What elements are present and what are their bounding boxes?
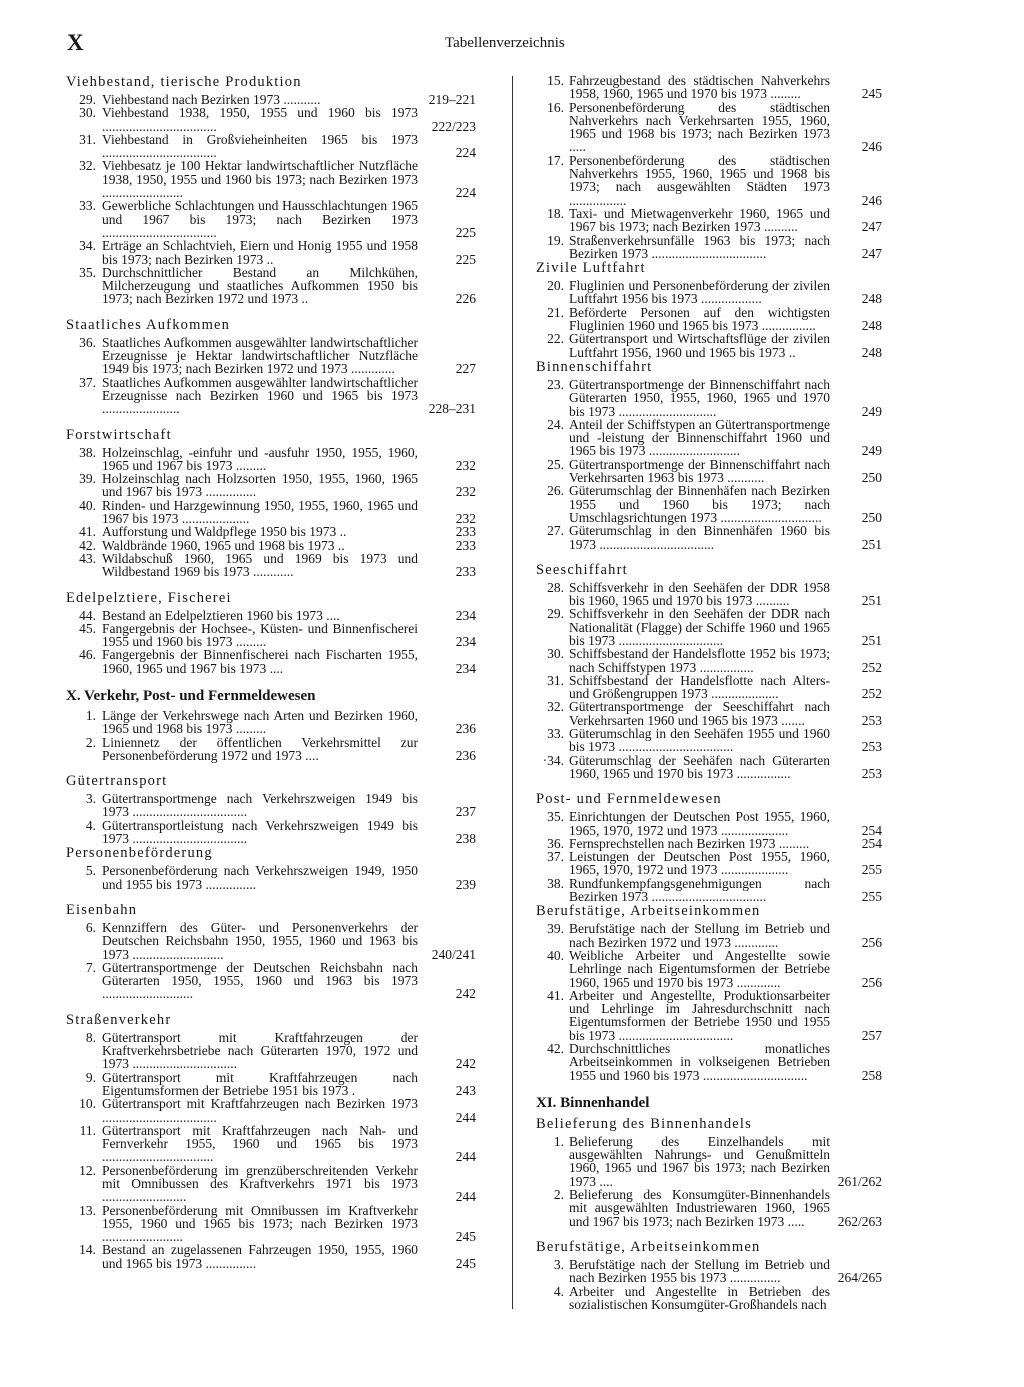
entry-page-number: 255	[861, 862, 882, 878]
entry-number: 14.	[79, 1242, 96, 1258]
section-heading-guetertransport: Gütertransport	[66, 773, 168, 790]
entry-page-number: 252	[861, 659, 882, 675]
entry-page-number: 244	[455, 1149, 476, 1165]
entry-title: Gütertransportmenge nach Verkehrszweigen 1949 bis 1973 ..................................	[102, 791, 418, 820]
toc-entry	[536, 332, 882, 359]
entry-number: 36.	[79, 334, 96, 350]
entry-number: 15.	[547, 73, 564, 88]
toc-entry	[66, 93, 476, 106]
entry-page-number: 222/223	[431, 118, 476, 134]
entry-title: Schiffsverkehr in den Seehäfen der DDR nach Nationalität (Flagge) der Schiffe 1960 und 1965 bis 1973 ...............................	[569, 606, 830, 648]
entry-number: 13.	[79, 1202, 96, 1218]
toc-entry	[66, 336, 476, 376]
entry-title: Güterumschlag der Binnenhäfen nach Bezirken 1955 und 1960 bis 1973; nach Umschlagsrichtungen 1973 ..............................	[569, 483, 830, 525]
entry-number: 4.	[553, 1283, 564, 1299]
entry-title: Durchschnittlicher Bestand an Milchkühen, Milcherzeugung und staatliches Aufkommen 1950 bis 1973; nach Bezirken 1972 und 1973 ..	[102, 264, 418, 307]
entry-page-number: 251	[861, 632, 882, 648]
entry-page-number: 227	[455, 361, 476, 377]
entry-number: 42.	[547, 1041, 564, 1056]
section-heading-seeschiffahrt: Seeschiffahrt	[536, 561, 628, 578]
entry-number: 29.	[547, 606, 564, 622]
toc-entry	[536, 581, 882, 608]
entry-page-number: 232	[455, 457, 476, 473]
entry-page-number: 226	[455, 291, 476, 307]
entry-number: 3.	[85, 791, 96, 807]
entry-title: Liniennetz der öffentlichen Verkehrsmittel zur Personenbeförderung 1972 und 1973 ....	[102, 734, 418, 763]
entry-number: 39.	[79, 471, 96, 487]
toc-entry	[66, 1097, 476, 1124]
entry-page-number: 228–231	[428, 401, 476, 417]
toc-entry	[66, 552, 476, 579]
toc-entry	[536, 418, 882, 458]
entry-page-number: 234	[455, 634, 476, 650]
toc-entry	[536, 101, 882, 154]
toc-entry	[66, 106, 476, 133]
entry-page-number: 242	[455, 986, 476, 1002]
entry-number: 30.	[547, 646, 564, 662]
entry-title: Weibliche Arbeiter und Angestellte sowie Lehrlinge nach Eigentumsformen der Betriebe 1960, 1965 und 1970 bis 1973 .............	[569, 947, 830, 990]
entry-title: Fernsprechstellen nach Bezirken 1973 .........	[569, 835, 810, 851]
entry-number: 24.	[547, 416, 564, 432]
toc-entry	[536, 1042, 882, 1082]
entry-page-number: 246	[861, 192, 882, 208]
toc-entry	[66, 239, 476, 266]
entry-page-number: 250	[861, 509, 882, 525]
section-heading-edelpelztiere-fischerei: Edelpelztiere, Fischerei	[66, 589, 232, 606]
toc-entry	[66, 921, 476, 961]
entry-number: 42.	[79, 537, 96, 553]
right-column	[536, 74, 882, 1311]
entry-number: 12.	[79, 1162, 96, 1178]
entry-page-number: 232	[455, 511, 476, 527]
entry-number: 44.	[79, 607, 96, 623]
entry-page-number: 239	[455, 876, 476, 892]
entry-title: Taxi- und Mietwagenverkehr 1960, 1965 und 1967 bis 1973; nach Bezirken 1973 ..........	[569, 205, 830, 235]
entry-page-number: 254	[861, 822, 882, 838]
entry-page-number: 233	[455, 564, 476, 580]
entry-title: Belieferung des Konsumgüter-Binnenhandels mit ausgewählten Industriewaren 1960, 1965 und 1967 bis 1973; nach Bezirken 1973 .....	[569, 1187, 830, 1229]
entry-title: Waldbrände 1960, 1965 und 1968 bis 1973 ..	[102, 537, 345, 553]
entry-page-number: 264/265	[837, 1270, 882, 1286]
entry-title: Schiffsbestand der Handelsflotte 1952 bis 1973; nach Schiffstypen 1973 ................	[569, 646, 830, 675]
toc-entry	[536, 524, 882, 551]
toc-entry	[66, 864, 476, 891]
entry-number: 34.	[79, 238, 96, 254]
toc-entry	[536, 74, 882, 101]
entry-page-number: 256	[861, 974, 882, 990]
toc-entry	[66, 1164, 476, 1204]
entry-page-number: 219–221	[428, 92, 476, 107]
toc-entry	[536, 810, 882, 837]
entry-page-number: 248	[861, 344, 882, 360]
entry-number: 37.	[547, 849, 564, 865]
toc-entry	[536, 1188, 882, 1228]
toc-entry	[536, 989, 882, 1042]
entry-number: 35.	[547, 809, 564, 825]
entry-number: 37.	[79, 374, 96, 390]
toc-entry	[66, 648, 476, 675]
entry-page-number: 236	[455, 747, 476, 763]
entry-title: Belieferung des Einzelhandels mit ausgewählten Nahrungs- und Genußmitteln 1960, 1965 und 1967 bis 1973; nach Bezirken 1973 ....	[569, 1133, 830, 1189]
entry-page-number: 245	[455, 1229, 476, 1245]
entry-number: 26.	[547, 483, 564, 499]
toc-entry	[536, 207, 882, 234]
entry-page-number: 244	[455, 1189, 476, 1205]
entry-number: 46.	[79, 647, 96, 663]
toc-entry	[66, 266, 476, 306]
section-heading-strassenverkehr: Straßenverkehr	[66, 1011, 172, 1028]
entry-number: 41.	[547, 987, 564, 1003]
entry-title: Gütertransportleistung nach Verkehrszweigen 1949 bis 1973 ..................................	[102, 817, 418, 847]
entry-page-number: 246	[861, 139, 882, 155]
entry-page-number: 233	[455, 537, 476, 553]
entry-page-number: 248	[861, 291, 882, 307]
entry-title: Durchschnittliches monatliches Arbeitseinkommen in volkseigenen Betrieben 1955 und 1960 bis 1973 ...............................	[569, 1041, 830, 1083]
entry-title: Güterumschlag der Seehäfen nach Güterarten 1960, 1965 und 1970 bis 1973 ................	[569, 752, 830, 781]
entry-number: 19.	[547, 232, 564, 248]
toc-entry	[66, 622, 476, 649]
entry-title: Rinden- und Harzgewinnung 1950, 1955, 1960, 1965 und 1967 bis 1973 ....................	[102, 497, 418, 527]
toc-entry	[66, 446, 476, 473]
section-heading-personenbefoerderung: Personenbeförderung	[66, 845, 213, 862]
entry-title: Rundfunkempfangsgenehmigungen nach Bezirken 1973 ..................................	[569, 875, 830, 905]
entry-page-number: 256	[861, 934, 882, 950]
entry-title: Viehbestand in Großvieheinheiten 1965 bis 1973 ..................................	[102, 131, 418, 161]
entry-number: 31.	[79, 131, 96, 147]
entry-page-number: 248	[861, 318, 882, 334]
entry-number: 2.	[553, 1187, 564, 1203]
entry-title: Gütertransportmenge der Binnenschiffahrt nach Güterarten 1950, 1955, 1960, 1965 und 1970 bis 1973 .............................	[569, 376, 830, 419]
entry-number: 4.	[85, 817, 96, 833]
toc-entry	[536, 154, 882, 207]
entry-title: Gütertransportmenge der Binnenschiffahrt nach Verkehrsarten 1963 bis 1973 ...........	[569, 456, 830, 486]
entry-page-number: 224	[455, 185, 476, 201]
entry-number: 6.	[85, 919, 96, 935]
entry-number: 33.	[547, 726, 564, 742]
entry-page-number: 243	[455, 1082, 476, 1098]
entry-number: 7.	[85, 959, 96, 975]
entry-page-number: 234	[455, 660, 476, 676]
toc-entry	[66, 133, 476, 160]
section-heading-post-und-fernmeldewesen: Post- und Fernmeldewesen	[536, 791, 722, 808]
entry-page-number: 242	[455, 1056, 476, 1072]
entry-title: Anteil der Schiffstypen an Gütertransportmenge und -leistung der Binnenschiffahrt 1960 und 1965 bis 1973 ...........................	[569, 416, 830, 459]
entry-page-number: 247	[861, 219, 882, 235]
toc-entry	[536, 306, 882, 333]
entry-number: 22.	[547, 331, 564, 347]
section-heading-zivile-luftfahrt: Zivile Luftfahrt	[536, 260, 646, 277]
entry-title: Fangergebnis der Hochsee-, Küsten- und Binnenfischerei 1955 und 1960 bis 1973 .........	[102, 620, 418, 650]
toc-entry	[536, 837, 882, 850]
toc-entry	[536, 647, 882, 674]
entry-number: 36.	[547, 835, 564, 851]
entry-page-number: 225	[455, 224, 476, 240]
entry-title: Beförderte Personen auf den wichtigsten Fluglinien 1960 und 1965 bis 1973 ................	[569, 304, 830, 334]
entry-page-number: 253	[861, 739, 882, 755]
toc-entry	[66, 609, 476, 622]
column-divider	[512, 76, 513, 1309]
toc-entry	[536, 877, 882, 904]
toc-entry	[66, 525, 476, 538]
entry-title: Holzeinschlag nach Holzsorten 1950, 1955, 1960, 1965 und 1967 bis 1973 ...............	[102, 471, 418, 500]
chapter-heading-x-verkehr-post-und-fernmeldewesen: X. Verkehr, Post- und Fernmeldewesen	[66, 687, 316, 704]
entry-title: Fahrzeugbestand des städtischen Nahverkehrs 1958, 1960, 1965 und 1970 bis 1973 .........	[569, 73, 830, 102]
entry-title: Gütertransport mit Kraftfahrzeugen nach Bezirken 1973 ..................................	[102, 1096, 418, 1125]
entry-number: 28.	[547, 579, 564, 595]
toc-entry	[536, 1135, 882, 1188]
entry-title: Bestand an zugelassenen Fahrzeugen 1950, 1955, 1960 und 1965 bis 1973 ...............	[102, 1242, 418, 1271]
entry-page-number: 244	[455, 1109, 476, 1125]
entry-title: Gütertransport mit Kraftfahrzeugen der Kraftverkehrsbetriebe nach Güterarten 1970, 1972 und 1973 ...............................	[102, 1029, 418, 1072]
entry-page-number: 234	[455, 607, 476, 623]
entry-page-number: 247	[861, 245, 882, 261]
toc-entry	[66, 499, 476, 526]
toc-entry	[66, 1243, 476, 1270]
entry-title: Wildabschuß 1960, 1965 und 1969 bis 1973 und Wildbestand 1969 bis 1973 ............	[102, 550, 418, 580]
entry-number: 40.	[79, 497, 96, 513]
entry-title: Staatliches Aufkommen ausgewählter landwirtschaftlicher Erzeugnisse je Hektar landwirtschaftlicher Nutzfläche 1949 bis 1973; nach Bezirken 1972 und 1973 .............	[102, 334, 418, 377]
toc-entry	[66, 961, 476, 1001]
toc-entry	[66, 376, 476, 416]
entry-page-number: 237	[455, 804, 476, 820]
toc-entry	[536, 279, 882, 306]
entry-title: Straßenverkehrsunfälle 1963 bis 1973; nach Bezirken 1973 ..................................	[569, 232, 830, 261]
toc-entry	[536, 378, 882, 418]
entry-page-number: 236	[455, 721, 476, 737]
entry-title: Fangergebnis der Binnenfischerei nach Fischarten 1955, 1960, 1965 und 1967 bis 1973 ....	[102, 647, 418, 676]
toc-entry	[536, 727, 882, 754]
entry-title: Gütertransportmenge der Deutschen Reichsbahn nach Güterarten 1950, 1955, 1960 und 1963 bis 1973 ...........................	[102, 959, 418, 1002]
toc-entry	[536, 674, 882, 701]
entry-page-number: 262/263	[837, 1213, 882, 1229]
entry-number: 30.	[79, 105, 96, 121]
entry-page-number: 257	[861, 1027, 882, 1043]
entry-page-number: 251	[861, 536, 882, 552]
entry-number: 33.	[79, 198, 96, 214]
entry-title: Personenbeförderung im grenzüberschreitenden Verkehr mit Omnibussen des Kraftverkehrs 1971 bis 1973 .........................	[102, 1162, 418, 1205]
entry-page-number: 240/241	[431, 946, 476, 962]
entry-number: 21.	[547, 304, 564, 320]
toc-entry	[536, 949, 882, 989]
entry-number: 32.	[79, 158, 96, 174]
entry-title: Holzeinschlag, -einfuhr und -ausfuhr 1950, 1955, 1960, 1965 und 1967 bis 1973 .........	[102, 444, 418, 473]
entry-number: 3.	[553, 1256, 564, 1272]
toc-entry	[66, 159, 476, 199]
toc-entry	[536, 607, 882, 647]
toc-entry	[66, 1124, 476, 1164]
toc-entry	[66, 1204, 476, 1244]
entry-number: 45.	[79, 620, 96, 636]
entry-page-number: 238	[455, 831, 476, 847]
entry-title: Viehbestand 1938, 1950, 1955 und 1960 bis 1973 ..................................	[102, 105, 418, 134]
entry-number: 10.	[79, 1096, 96, 1112]
toc-entry	[66, 1031, 476, 1071]
entry-page-number: 255	[861, 889, 882, 905]
entry-title: Viehbesatz je 100 Hektar landwirtschaftlicher Nutzfläche 1938, 1950, 1955 und 1960 bis 1973; nach Bezirken 1973 ........................	[102, 158, 418, 201]
entry-page-number: 249	[861, 443, 882, 459]
toc-entry	[536, 850, 882, 877]
chapter-heading-xi-binnenhandel: XI. Binnenhandel	[536, 1094, 650, 1111]
chapter-roman-numeral: X	[67, 30, 85, 55]
entry-number: 39.	[547, 921, 564, 937]
entry-title: Schiffsbestand der Handelsflotte nach Alters- und Größengruppen 1973 ....................	[569, 672, 830, 702]
entry-page-number: 261/262	[837, 1173, 882, 1189]
entry-title: Leistungen der Deutschen Post 1955, 1960, 1965, 1970, 1972 und 1973 ....................	[569, 849, 830, 878]
entry-title: Erträge an Schlachtvieh, Eiern und Honig 1955 und 1958 bis 1973; nach Bezirken 1973 ..	[102, 238, 418, 267]
toc-entry	[66, 736, 476, 763]
entry-number: 16.	[547, 99, 564, 115]
entry-number: 43.	[79, 550, 96, 566]
entry-number: 31.	[547, 672, 564, 688]
entry-page-number: 224	[455, 145, 476, 161]
running-header-title: Tabellenverzeichnis	[445, 35, 565, 51]
toc-entry	[536, 1258, 882, 1285]
entry-title: Personenbeförderung nach Verkehrszweigen 1949, 1950 und 1955 bis 1973 ...............	[102, 863, 418, 892]
entry-number: 23.	[547, 376, 564, 392]
entry-title: Personenbeförderung des städtischen Nahverkehrs 1955, 1960, 1965 und 1968 bis 1973; nach ausgewählten Städten 1973 .................	[569, 152, 830, 208]
entry-page-number: 232	[455, 484, 476, 500]
entry-title: Gewerbliche Schlachtungen und Hausschlachtungen 1965 und 1967 bis 1973; nach Bezirken 1973 ..................................	[102, 198, 418, 240]
entry-page-number: 245	[861, 86, 882, 102]
toc-entry	[66, 819, 476, 846]
entry-title: Arbeiter und Angestellte in Betrieben des sozialistischen Konsumgüter-Großhandels nach	[569, 1283, 830, 1312]
entry-number: 35.	[79, 264, 96, 280]
entry-number: 40.	[547, 947, 564, 963]
section-heading-viehbestand-tierische-produktion: Viehbestand, tierische Produktion	[66, 74, 302, 90]
entry-title: Kennziffern des Güter- und Personenverkehrs der Deutschen Reichsbahn 1950, 1955, 1960 und 1963 bis 1973 ...........................	[102, 919, 418, 962]
section-heading-belieferung-des-binnenhandels: Belieferung des Binnenhandels	[536, 1115, 753, 1132]
entry-title: Gütertransportmenge der Seeschiffahrt nach Verkehrsarten 1960 und 1965 bis 1973 .......	[569, 699, 830, 728]
entry-number: 8.	[85, 1029, 96, 1045]
entry-title: Gütertransport mit Kraftfahrzeugen nach Nah- und Fernverkehr 1955, 1960 und 1965 bis 1973 .................................	[102, 1122, 418, 1165]
toc-entry	[66, 199, 476, 239]
entry-page-number: 253	[861, 765, 882, 781]
entry-number: 32.	[547, 699, 564, 715]
entry-number: 29.	[79, 92, 96, 107]
section-heading-forstwirtschaft: Forstwirtschaft	[66, 426, 172, 443]
toc-entry	[66, 472, 476, 499]
entry-title: Länge der Verkehrswege nach Arten und Bezirken 1960, 1965 und 1968 bis 1973 .........	[102, 707, 418, 737]
entry-title: Güterumschlag in den Seehäfen 1955 und 1960 bis 1973 ..................................	[569, 726, 830, 755]
section-heading-berufstaetige-arbeitseinkommen: Berufstätige, Arbeitseinkommen	[536, 1238, 761, 1255]
toc-entry	[66, 792, 476, 819]
entry-number: 27.	[547, 523, 564, 539]
entry-title: Staatliches Aufkommen ausgewählter landwirtschaftlicher Erzeugnisse nach Bezirken 1960 und 1965 bis 1973 .......................	[102, 374, 418, 417]
entry-title: Fluglinien und Personenbeförderung der zivilen Luftfahrt 1956 bis 1973 ..................	[569, 278, 830, 307]
entry-number: 18.	[547, 205, 564, 221]
entry-number: 2.	[85, 734, 96, 750]
entry-page-number: 258	[861, 1067, 882, 1083]
toc-entry	[536, 484, 882, 524]
left-column	[66, 74, 476, 1270]
entry-title: Berufstätige nach der Stellung im Betrieb und nach Bezirken 1972 und 1973 .............	[569, 921, 830, 950]
section-heading-eisenbahn: Eisenbahn	[66, 901, 138, 918]
entry-title: Personenbeförderung mit Omnibussen im Kraftverkehr 1955, 1960 und 1965 bis 1973; nach Bezirken 1973 ........................	[102, 1202, 418, 1245]
entry-number: ·34.	[542, 752, 564, 768]
entry-page-number: 249	[861, 403, 882, 419]
entry-number: 38.	[547, 875, 564, 891]
entry-page-number: 252	[861, 686, 882, 702]
entry-number: 17.	[547, 152, 564, 168]
toc-entry	[66, 539, 476, 552]
entry-title: Gütertransport und Wirtschaftsflüge der zivilen Luftfahrt 1956, 1960 und 1965 bis 1973 ..	[569, 331, 830, 360]
toc-entry	[536, 1285, 882, 1312]
toc-entry	[536, 458, 882, 485]
entry-title: Aufforstung und Waldpflege 1950 bis 1973 ..	[102, 524, 347, 540]
entry-page-number: 250	[861, 470, 882, 486]
entry-title: Schiffsverkehr in den Seehäfen der DDR 1958 bis 1960, 1965 und 1970 bis 1973 ..........	[569, 579, 830, 609]
toc-entry	[536, 700, 882, 727]
entry-page-number: 225	[455, 251, 476, 267]
entry-page-number: 254	[861, 835, 882, 851]
entry-number: 1.	[553, 1133, 564, 1149]
entry-title: Güterumschlag in den Binnenhäfen 1960 bis 1973 ..................................	[569, 523, 830, 552]
entry-number: 5.	[85, 863, 96, 879]
entry-title: Arbeiter und Angestellte, Produktionsarbeiter und Lehrlinge im Jahresdurchschnitt nach Eigentumsformen der Betriebe 1950 und 1955 bis 1973 ..................................	[569, 987, 830, 1043]
entry-number: 38.	[79, 444, 96, 460]
entry-number: 41.	[79, 524, 96, 540]
entry-title: Gütertransport mit Kraftfahrzeugen nach Eigentumsformen der Betriebe 1951 bis 1973 .	[102, 1069, 418, 1098]
entry-number: 20.	[547, 278, 564, 294]
entry-page-number: 253	[861, 712, 882, 728]
section-heading-berufstaetige-arbeitseinkommen: Berufstätige, Arbeitseinkommen	[536, 903, 761, 920]
entry-page-number: 245	[455, 1255, 476, 1271]
toc-entry	[66, 1071, 476, 1098]
entry-title: Berufstätige nach der Stellung im Betrieb und nach Bezirken 1955 bis 1973 ...............	[569, 1256, 830, 1286]
toc-entry	[536, 234, 882, 261]
entry-title: Einrichtungen der Deutschen Post 1955, 1960, 1965, 1970, 1972 und 1973 ....................	[569, 809, 830, 838]
entry-title: Personenbeförderung des städtischen Nahverkehrs nach Verkehrsarten 1955, 1960, 1965 und 1968 bis 1973; nach Bezirken 1973 .....	[569, 99, 830, 155]
entry-page-number: 233	[455, 524, 476, 540]
entry-number: 1.	[85, 707, 96, 723]
toc-entry	[536, 754, 882, 781]
entry-number: 25.	[547, 456, 564, 472]
entry-number: 11.	[79, 1122, 96, 1138]
section-heading-staatliches-aufkommen: Staatliches Aufkommen	[66, 316, 231, 333]
entry-page-number: 251	[861, 593, 882, 609]
entry-number: 9.	[85, 1069, 96, 1085]
section-heading-binnenschiffahrt: Binnenschiffahrt	[536, 358, 653, 375]
entry-title: Viehbestand nach Bezirken 1973 ...........	[102, 92, 321, 107]
toc-entry	[536, 922, 882, 949]
entry-title: Bestand an Edelpelztieren 1960 bis 1973 ....	[102, 607, 340, 623]
toc-entry	[66, 709, 476, 736]
